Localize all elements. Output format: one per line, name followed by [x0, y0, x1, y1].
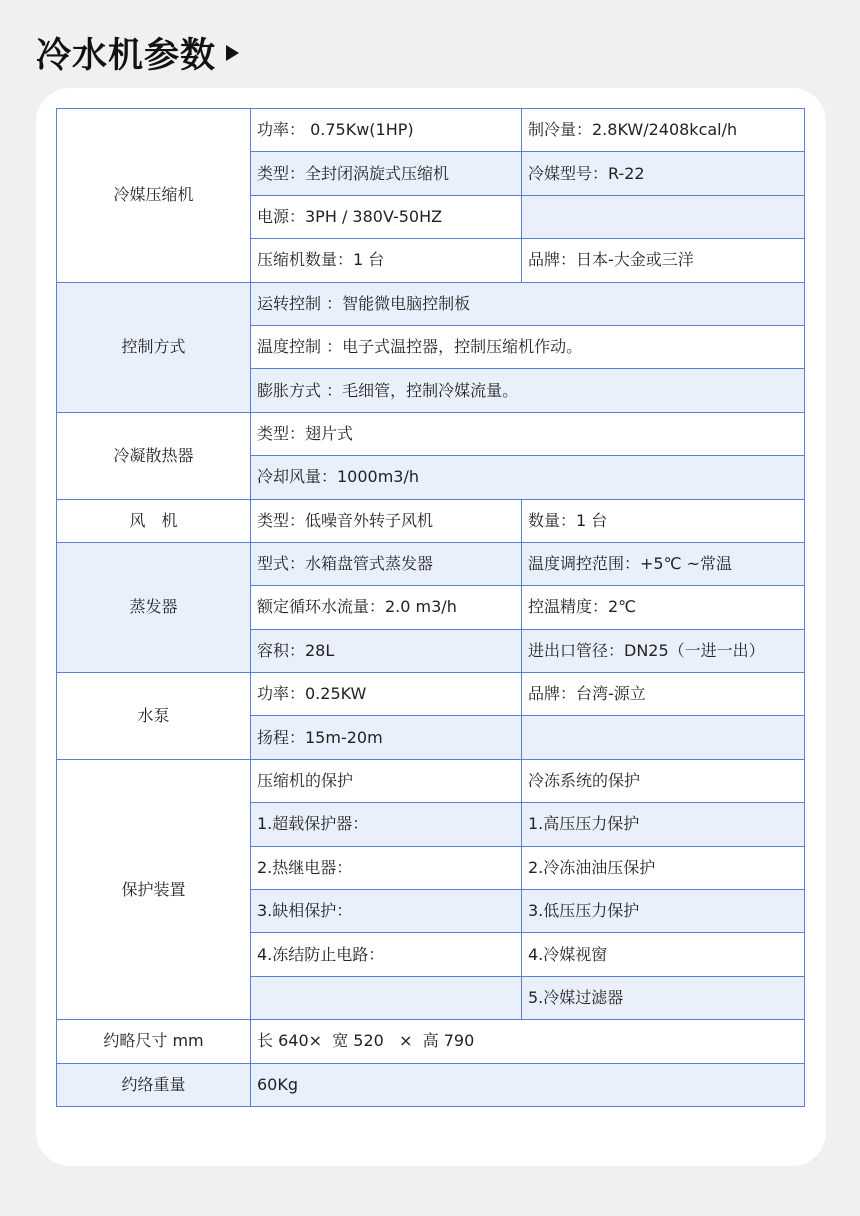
table-cell: 进出口管径：DN25（一进一出） — [522, 629, 805, 672]
table-cell — [522, 195, 805, 238]
table-row — [57, 673, 805, 716]
table-cell: 功率：0.25KW — [251, 673, 522, 716]
group-fan: 风 机 — [57, 499, 251, 542]
group-weight: 约络重量 — [57, 1063, 251, 1106]
table-cell: 额定循环水流量：2.0 m3/h — [251, 586, 522, 629]
group-protection: 保护装置 — [57, 759, 251, 1019]
table-cell: 1.超载保护器： — [251, 803, 522, 846]
table-cell: 扬程：15m-20m — [251, 716, 522, 759]
table-cell: 数量：1 台 — [522, 499, 805, 542]
table-cell: 功率： 0.75Kw(1HP) — [251, 109, 522, 152]
table-cell: 类型：低噪音外转子风机 — [251, 499, 522, 542]
table-cell: 3.低压压力保护 — [522, 890, 805, 933]
group-compressor: 冷媒压缩机 — [57, 109, 251, 283]
group-pump: 水泵 — [57, 673, 251, 760]
table-row — [57, 1063, 805, 1106]
table-cell: 温度调控范围：+5℃ ~常温 — [522, 542, 805, 585]
group-evaporator: 蒸发器 — [57, 542, 251, 672]
table-cell: 品牌：日本-大金或三洋 — [522, 239, 805, 282]
table-cell — [251, 976, 522, 1019]
table-cell: 冷媒型号：R-22 — [522, 152, 805, 195]
table-cell: 长 640× 宽 520 × 高 790 — [251, 1020, 805, 1063]
group-size: 约略尺寸 mm — [57, 1020, 251, 1063]
table-row — [57, 282, 805, 325]
table-cell: 类型：翅片式 — [251, 412, 805, 455]
table-cell: 型式：水箱盘管式蒸发器 — [251, 542, 522, 585]
table-cell: 60Kg — [251, 1063, 805, 1106]
group-control: 控制方式 — [57, 282, 251, 412]
table-cell: 电源：3PH / 380V-50HZ — [251, 195, 522, 238]
table-cell: 压缩机数量：1 台 — [251, 239, 522, 282]
table-row — [57, 499, 805, 542]
table-cell: 2.热继电器： — [251, 846, 522, 889]
table-cell: 制冷量：2.8KW/2408kcal/h — [522, 109, 805, 152]
table-cell: 5.冷媒过滤器 — [522, 976, 805, 1019]
table-cell: 压缩机的保护 — [251, 759, 522, 802]
table-cell: 冷却风量：1000m3/h — [251, 456, 805, 499]
table-cell: 类型：全封闭涡旋式压缩机 — [251, 152, 522, 195]
table-cell: 2.冷冻油油压保护 — [522, 846, 805, 889]
table-row — [57, 412, 805, 455]
table-cell: 容积：28L — [251, 629, 522, 672]
table-row — [57, 759, 805, 802]
table-cell: 膨胀方式 ：毛细管，控制冷媒流量。 — [251, 369, 805, 412]
page-title — [36, 28, 239, 78]
table-cell: 4.冷媒视窗 — [522, 933, 805, 976]
page-title-text: 冷水机参数 — [36, 36, 217, 76]
table-cell: 冷冻系统的保护 — [522, 759, 805, 802]
table-row — [57, 1020, 805, 1063]
table-row — [57, 542, 805, 585]
table-cell: 1.高压压力保护 — [522, 803, 805, 846]
table-cell: 4.冻结防止电路： — [251, 933, 522, 976]
table-row — [57, 109, 805, 152]
play-arrow-icon — [226, 45, 239, 61]
table-cell: 控温精度：2℃ — [522, 586, 805, 629]
table-cell: 温度控制 ：电子式温控器，控制压缩机作动。 — [251, 325, 805, 368]
table-cell: 运转控制 ：智能微电脑控制板 — [251, 282, 805, 325]
table-cell: 3.缺相保护： — [251, 890, 522, 933]
group-condenser: 冷凝散热器 — [57, 412, 251, 499]
spec-table — [56, 108, 805, 1107]
table-cell: 品牌：台湾-源立 — [522, 673, 805, 716]
table-cell — [522, 716, 805, 759]
